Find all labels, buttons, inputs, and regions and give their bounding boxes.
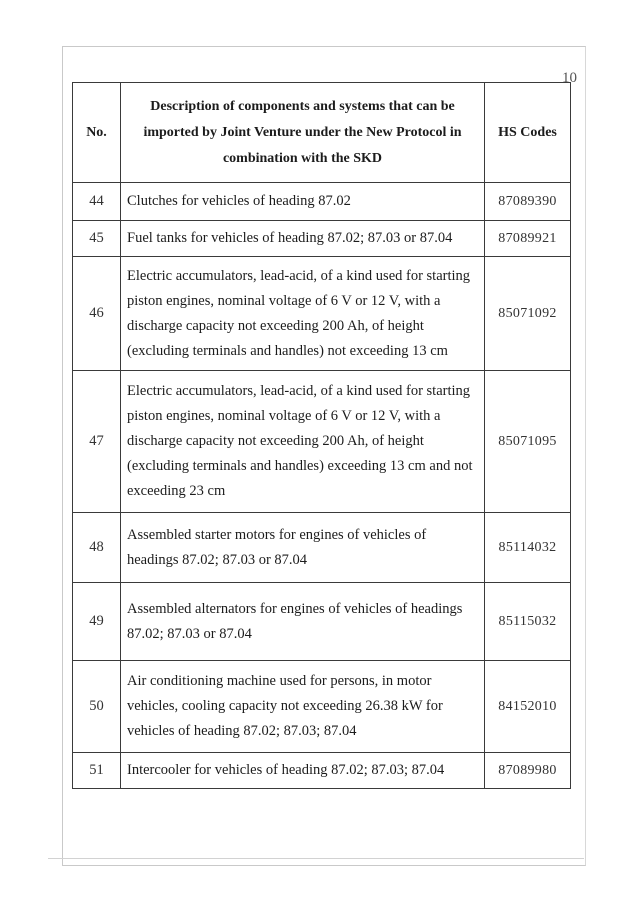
row-hs-code: 85071095 bbox=[485, 371, 571, 513]
row-description: Intercooler for vehicles of heading 87.02; 87.03; 87.04 bbox=[121, 753, 485, 789]
row-hs-code: 85071092 bbox=[485, 257, 571, 371]
table-row bbox=[73, 371, 571, 513]
table-row bbox=[73, 183, 571, 221]
row-no: 48 bbox=[73, 513, 121, 583]
table-row bbox=[73, 661, 571, 753]
table-header-row bbox=[73, 83, 571, 183]
page-number: 10 bbox=[562, 70, 577, 86]
row-description: Air conditioning machine used for persons, in motor vehicles, cooling capacity not exceeding 26.38 kW for vehicles of heading 87.02; 87.03; 87.04 bbox=[121, 661, 485, 753]
table-row bbox=[73, 513, 571, 583]
row-description: Fuel tanks for vehicles of heading 87.02; 87.03 or 87.04 bbox=[121, 221, 485, 257]
hs-codes-table bbox=[72, 82, 571, 789]
row-no: 46 bbox=[73, 257, 121, 371]
table-row bbox=[73, 221, 571, 257]
row-description: Electric accumulators, lead-acid, of a kind used for starting piston engines, nominal voltage of 6 V or 12 V, with a discharge capacity not exceeding 200 Ah, of height (excluding terminals and handles) not exceeding 13 cm bbox=[121, 257, 485, 371]
page-frame-bottom-edge bbox=[48, 858, 584, 861]
row-no: 51 bbox=[73, 753, 121, 789]
table-row bbox=[73, 753, 571, 789]
header-description: Description of components and systems that can be imported by Joint Venture under the New Protocol in combination with the SKD bbox=[121, 83, 485, 183]
row-description: Assembled alternators for engines of vehicles of headings 87.02; 87.03 or 87.04 bbox=[121, 583, 485, 661]
row-description: Assembled starter motors for engines of vehicles of headings 87.02; 87.03 or 87.04 bbox=[121, 513, 485, 583]
table-row bbox=[73, 257, 571, 371]
row-no: 47 bbox=[73, 371, 121, 513]
row-hs-code: 87089980 bbox=[485, 753, 571, 789]
row-description: Clutches for vehicles of heading 87.02 bbox=[121, 183, 485, 221]
row-hs-code: 85114032 bbox=[485, 513, 571, 583]
header-no: No. bbox=[73, 83, 121, 183]
row-hs-code: 85115032 bbox=[485, 583, 571, 661]
row-no: 49 bbox=[73, 583, 121, 661]
row-hs-code: 87089390 bbox=[485, 183, 571, 221]
row-no: 45 bbox=[73, 221, 121, 257]
table-row bbox=[73, 583, 571, 661]
row-hs-code: 87089921 bbox=[485, 221, 571, 257]
header-hs-codes: HS Codes bbox=[485, 83, 571, 183]
row-description: Electric accumulators, lead-acid, of a kind used for starting piston engines, nominal voltage of 6 V or 12 V, with a discharge capacity not exceeding 200 Ah, of height (excluding terminals and handles) exceeding 13 cm and not exceeding 23 cm bbox=[121, 371, 485, 513]
row-hs-code: 84152010 bbox=[485, 661, 571, 753]
row-no: 44 bbox=[73, 183, 121, 221]
row-no: 50 bbox=[73, 661, 121, 753]
